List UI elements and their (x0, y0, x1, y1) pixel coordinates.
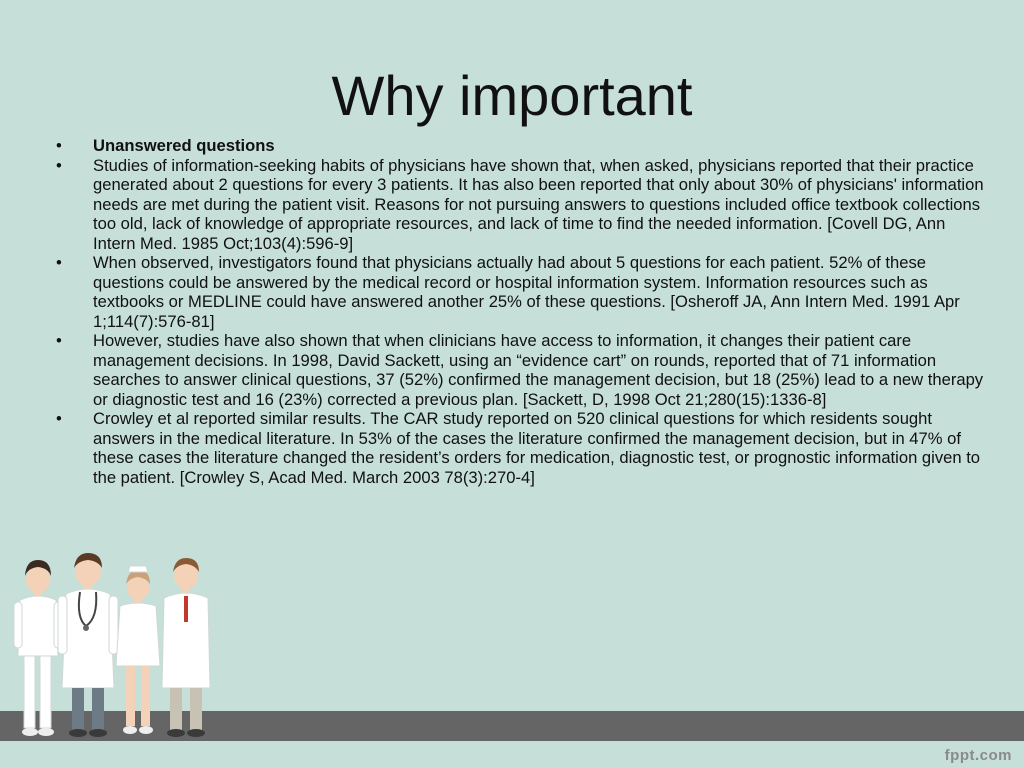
bullet-list (56, 136, 986, 487)
nurse-figure-cap (116, 566, 160, 734)
bullet-dot: • (56, 409, 62, 428)
bullet-item (56, 253, 986, 331)
slide-title: Why important (331, 64, 693, 127)
bullet-text: Crowley et al reported similar results. The CAR study reported on 520 clinical questions for which residents sought answers in the medical literature. In 53% of the cases the literature confirmed the management decision, but in 47% of these cases the literature changed the resident’s orders for medication, diagnostic test, or prognostic information given to the patient. [Crowley S, Acad Med. March 2003 78(3):270-4] (93, 409, 981, 487)
bullet-item (56, 156, 986, 254)
watermark: fppt.com (944, 747, 1012, 764)
bullet-dot: • (56, 155, 62, 175)
bullet-text: Unanswered questions (93, 136, 275, 155)
doctor-figure-right (162, 558, 210, 737)
bullet-item (56, 136, 986, 156)
bullet-dot: • (56, 136, 62, 155)
medical-staff-illustration (10, 548, 220, 748)
bullet-text: However, studies have also shown that when clinicians have access to information, it changes their patient care management decisions. In 1998, David Sackett, using an “evidence cart” on rounds, reported that of 71 information searches to answer clinical questions, 37 (52%) confirmed the management decision, but 18 (25%) lead to a new therapy or diagnostic test and 16 (23%) corrected a previous plan. [Sackett, D, 1998 Oct 21;280(15):1336-8] (93, 331, 984, 409)
bullet-text: When observed, investigators found that physicians actually had about 5 questions for each patient. 52% of these questions could be answered by the medical record or hospital information system. Information resources such as textbooks or MEDLINE could have answered another 25% of these questions. [Osheroff JA, Ann Intern Med. 1991 Apr 1;114(7):576-81] (93, 253, 960, 331)
bullet-item (56, 409, 986, 487)
bullet-text: Studies of information-seeking habits of physicians have shown that, when asked, physicians reported that their practice generated about 2 questions for every 3 patients. It has also been reported that only about 30% of physicians' information needs are met during the patient visit. Reasons for not pursuing answers to questions included office textbook collections too old, lack of knowledge of appropriate resources, and lack of time to find the needed information. [Covell DG, Ann Intern Med. 1985 Oct;103(4):596-9] (93, 155, 984, 253)
bullet-dot: • (56, 331, 62, 350)
nurse-figure-left (14, 560, 62, 736)
doctor-figure-stethoscope (58, 553, 118, 737)
bullet-dot: • (56, 253, 62, 272)
bullet-item (56, 331, 986, 409)
